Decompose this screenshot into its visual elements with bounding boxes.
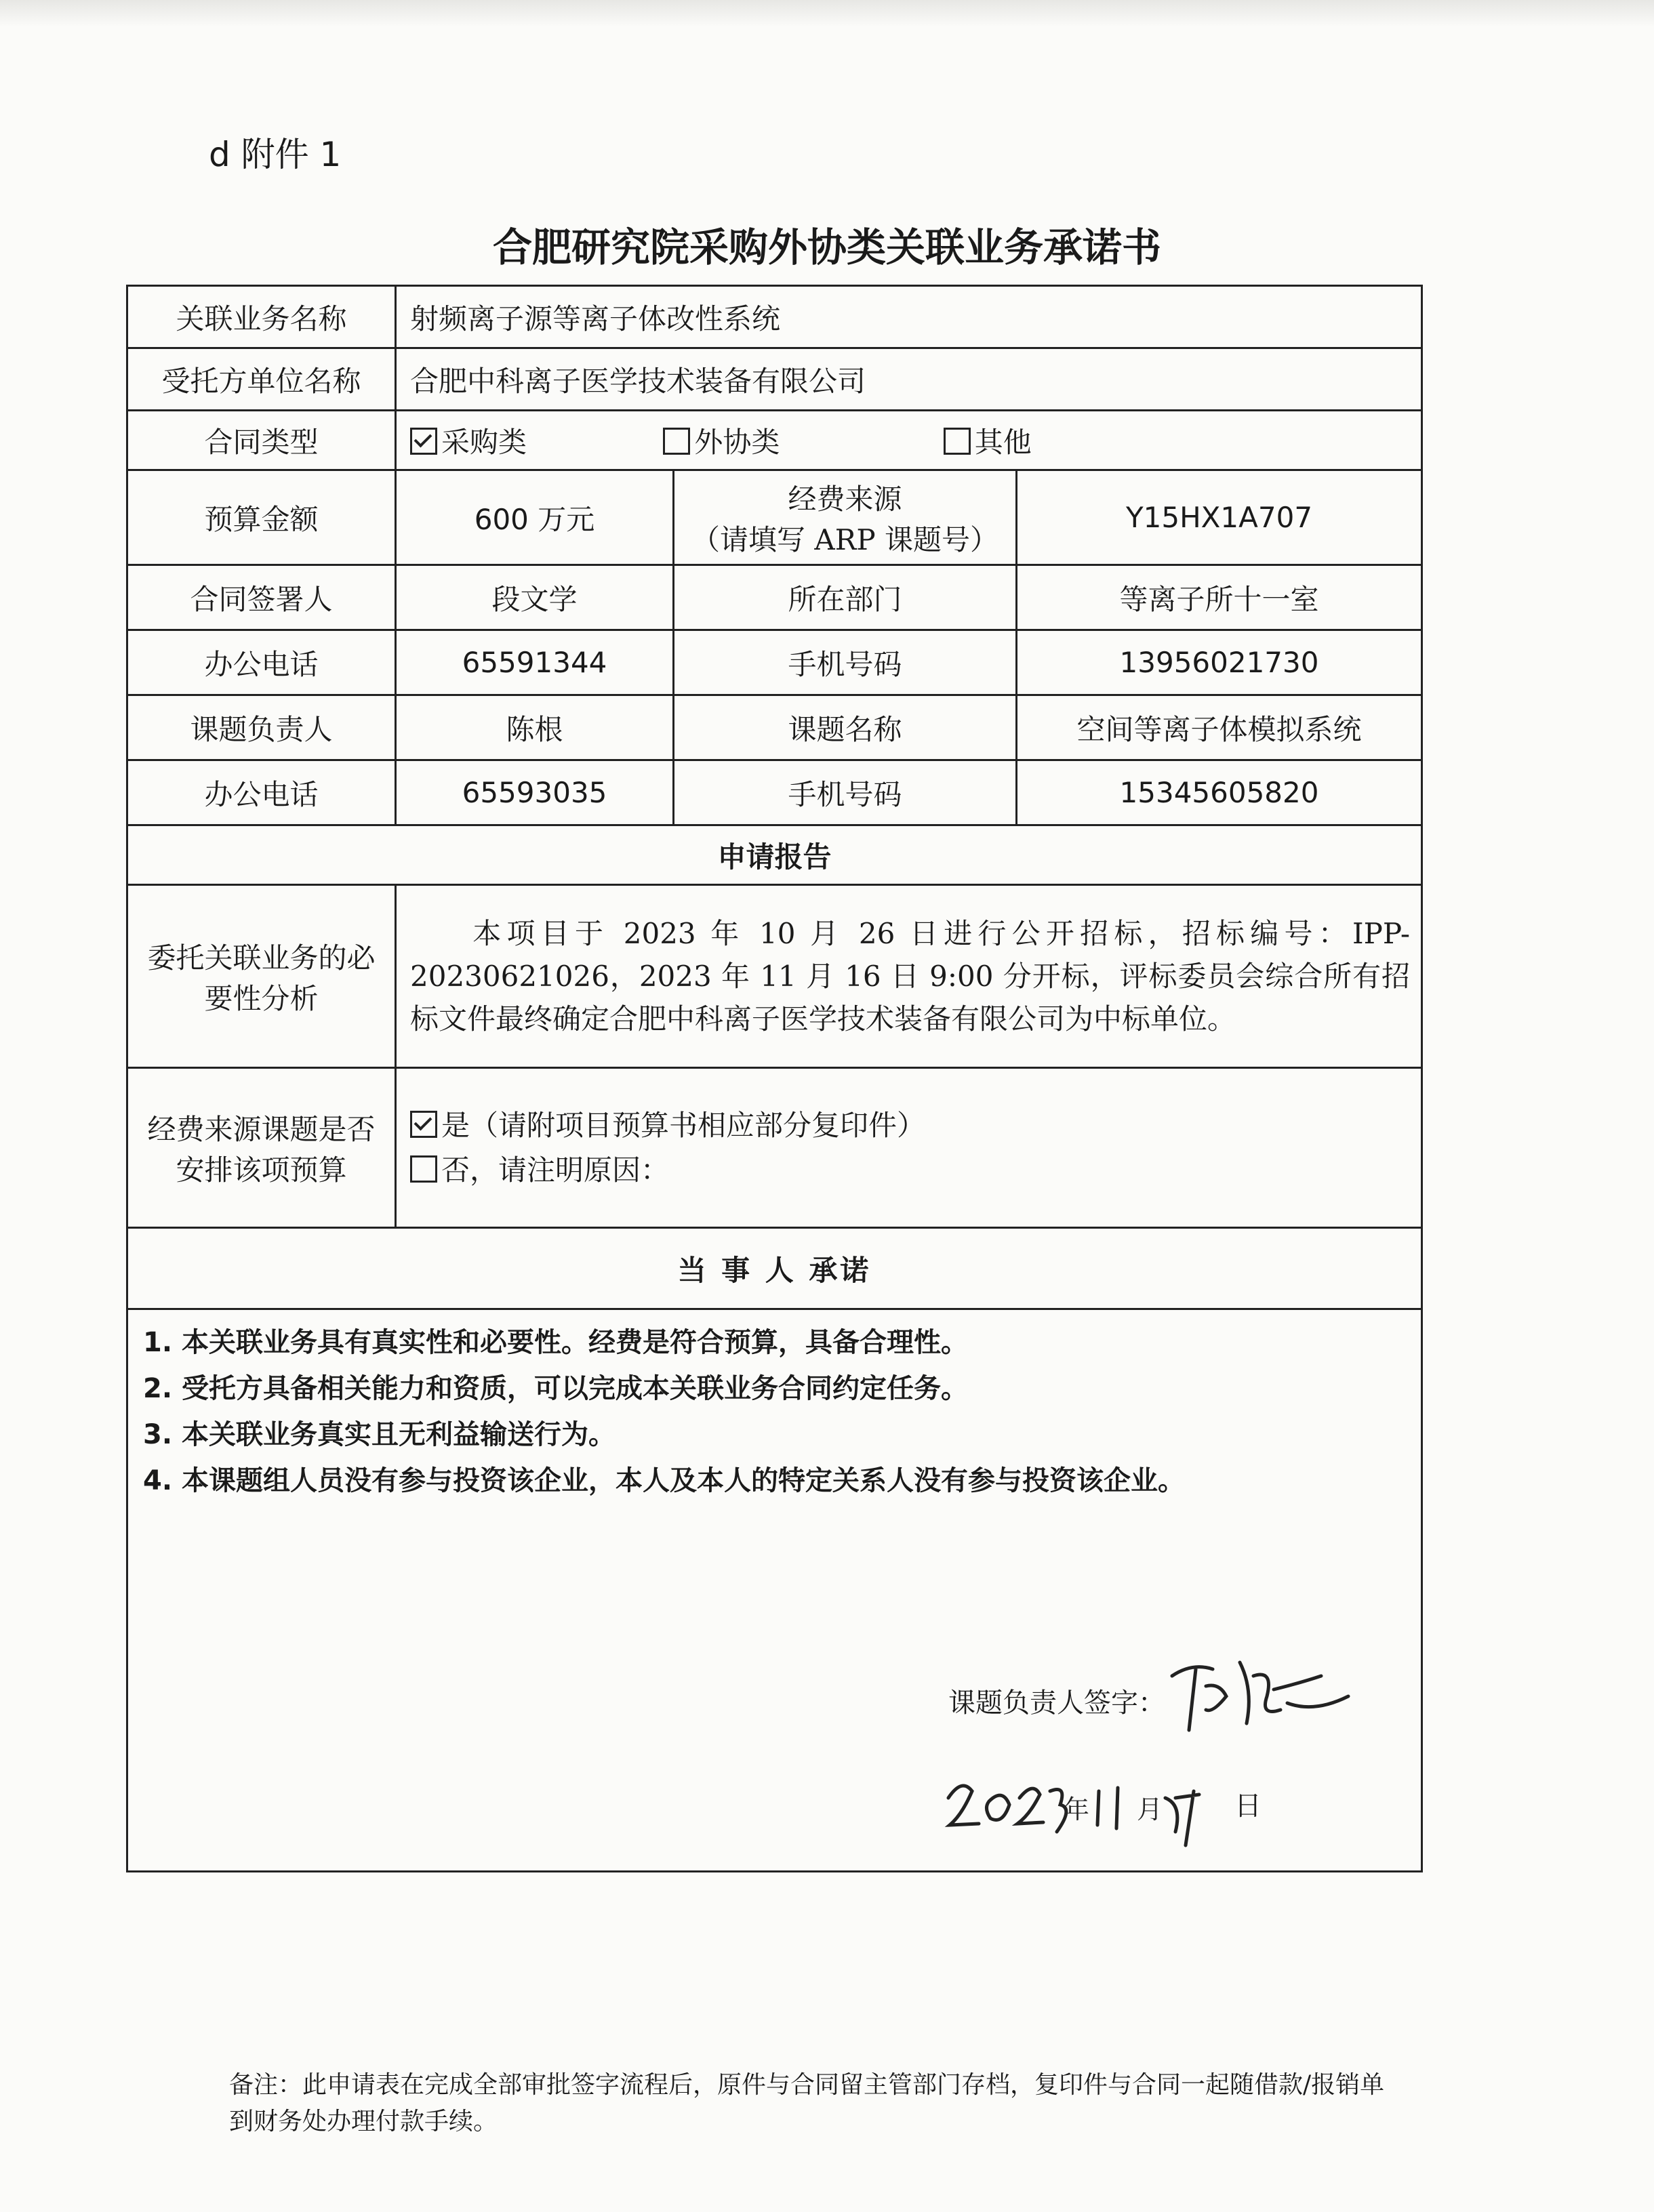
row-signer-phone [127,630,1422,695]
commitment-body [127,1309,1422,1872]
project-name-value: 空间等离子体模拟系统 [1017,695,1422,760]
signer-mobile: 13956021730 [1017,630,1422,695]
project-name-label: 课题名称 [674,695,1017,760]
handwritten-date [942,1750,1240,1852]
yes-option-label: 是（请附项目预算书相应部分复印件） [441,1108,926,1142]
contract-type-option-other[interactable] [944,420,1032,461]
mobile-label: 手机号码 [674,630,1017,695]
funding-source-label: 经费来源 [788,482,902,516]
signer-label: 合同签署人 [127,565,396,630]
necessity-text: 本项目于 2023 年 10 月 26 日进行公开招标，招标编号：IPP-20230621026，2023 年 11 月 16 日 9:00 分开标，评标委员会综合所有招标文件最终确定合肥中科离子医学技术装备有限公司为中标单位。 [410,917,1411,1036]
signer-value: 段文学 [396,565,674,630]
budget-value: 600 万元 [396,470,674,565]
document-title: 合肥研究院采购外协类关联业务承诺书 [492,224,1161,270]
row-business-name [127,286,1422,348]
pi-value: 陈根 [396,695,674,760]
funding-source-label-cell [674,470,1017,565]
option-label: 外协类 [694,425,780,459]
application-header: 申请报告 [127,825,1422,885]
checkbox-checked-icon [410,428,437,455]
signature-label: 课题负责人签字： [948,1687,1165,1719]
funding-source-value: Y15HX1A707 [1017,470,1422,565]
svg-text:月: 月 [1137,1795,1163,1824]
mobile-label: 手机号码 [674,760,1017,825]
option-label: 采购类 [441,425,527,459]
necessity-label: 委托关联业务的必要性分析 [127,885,396,1068]
checkbox-empty-icon [410,1155,437,1183]
row-entrusted-unit [127,348,1422,411]
budget-label: 预算金额 [127,470,396,565]
footnote: 备注：此申请表在完成全部审批签字流程后，原件与合同留主管部门存档，复印件与合同一起随借款/报销单到财务处办理付款手续。 [229,2071,1385,2135]
pi-mobile: 15345605820 [1017,760,1422,825]
commitment-header: 当 事 人 承诺 [127,1228,1422,1309]
commitment-item: 1. 本关联业务具有真实性和必要性。经费是符合预算，具备合理性。 [143,1327,968,1358]
office-phone-label: 办公电话 [127,630,396,695]
contract-type-option-purchase[interactable] [410,420,654,461]
commitment-list [128,1310,1421,1504]
budget-arranged-no[interactable] [410,1148,1414,1193]
entrusted-unit-value: 合肥中科离子医学技术装备有限公司 [396,348,1422,411]
row-application-header [127,825,1422,885]
office-phone-label: 办公电话 [127,760,396,825]
budget-arranged-options [396,1068,1422,1228]
no-option-label: 否，请注明原因： [441,1153,670,1187]
department-label: 所在部门 [674,565,1017,630]
budget-arranged-label: 经费来源课题是否安排该项预算 [127,1068,396,1228]
row-pi [127,695,1422,760]
business-name-label: 关联业务名称 [127,286,396,348]
row-contract-type [127,411,1422,470]
row-necessity [127,885,1422,1068]
department-value: 等离子所十一室 [1017,565,1422,630]
date-day-label: 日 [1234,1790,1262,1822]
checkbox-empty-icon [944,428,971,455]
handwritten-signature [1165,1649,1369,1737]
row-budget [127,470,1422,565]
necessity-text-cell [396,885,1422,1068]
row-commitment-body [127,1309,1422,1872]
commitment-form-table [126,285,1423,1872]
budget-arranged-yes[interactable] [410,1103,1414,1148]
row-budget-arranged [127,1068,1422,1228]
contract-type-options [396,411,1422,470]
checkbox-checked-icon [410,1111,437,1138]
commitment-item: 4. 本课题组人员没有参与投资该企业，本人及本人的特定关系人没有参与投资该企业。 [143,1465,1185,1496]
commitment-item: 2. 受托方具备相关能力和资质，可以完成本关联业务合同约定任务。 [143,1373,968,1404]
attachment-label: d 附件 1 [209,135,342,174]
contract-type-label: 合同类型 [127,411,396,470]
business-name-value: 射频离子源等离子体改性系统 [396,286,1422,348]
commitment-item: 3. 本关联业务真实且无利益输送行为。 [143,1419,616,1450]
option-label: 其他 [974,425,1032,459]
signer-office-phone: 65591344 [396,630,674,695]
contract-type-option-outsourcing[interactable] [663,420,934,461]
scan-edge [0,0,1654,27]
pi-label: 课题负责人 [127,695,396,760]
entrusted-unit-label: 受托方单位名称 [127,348,396,411]
row-signer [127,565,1422,630]
row-commitment-header [127,1228,1422,1309]
row-pi-phone [127,760,1422,825]
svg-text:年: 年 [1064,1795,1090,1824]
checkbox-empty-icon [663,428,690,455]
funding-source-hint: （请填写 ARP 课题号） [691,523,999,556]
pi-office-phone: 65593035 [396,760,674,825]
